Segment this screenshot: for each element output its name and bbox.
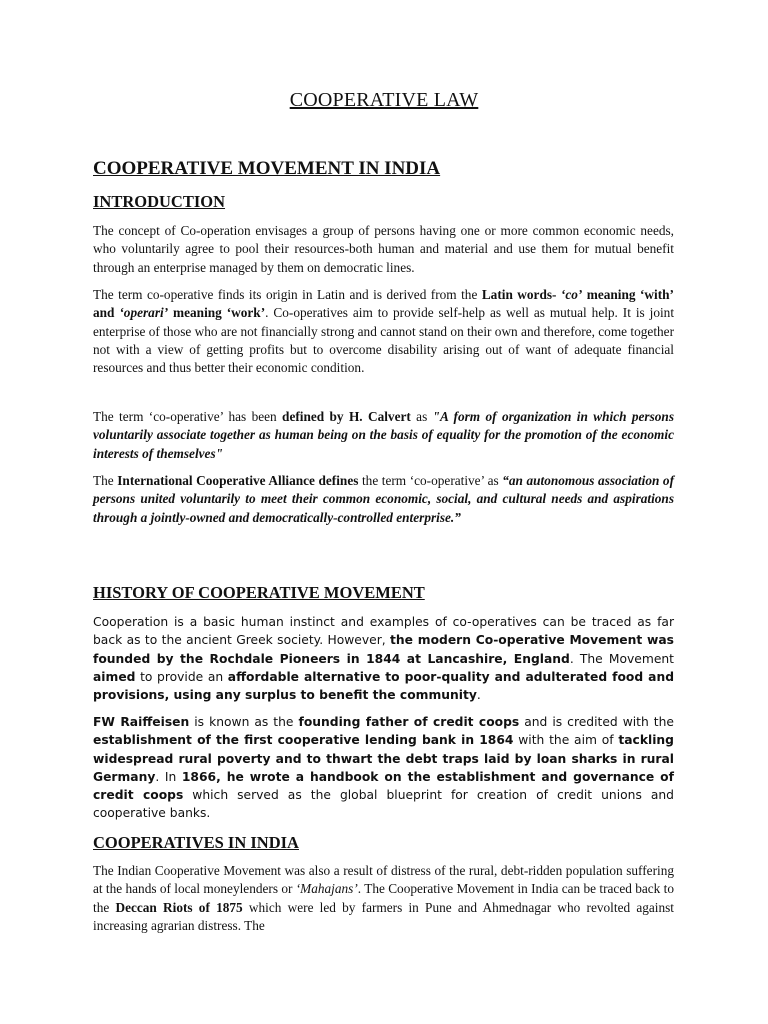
- section-heading-cooperative-movement: COOPERATIVE MOVEMENT IN INDIA: [93, 158, 441, 179]
- intro-paragraph-3: The term ‘co-operative’ has been defined by H. Calvert as "A form of organization in which persons voluntarily associate together as human being on the basis of equality for the promotion of the economic interests of themselves": [93, 409, 674, 461]
- intro-paragraph-2: The term co-operative finds its origin in Latin and is derived from the Latin words- ‘co’ meaning ‘with’ and ‘operari’ meaning ‘work’. Co-operatives aim to provide self-help as well as mutual help. It is joint enterprise of those who are not financially strong and cannot stand on their own and therefore, come together not with a view of getting profits but to overcome disability arising out of want of adequate financial resources and thus better their economic condition.: [93, 287, 675, 376]
- history-paragraph-1: Cooperation is a basic human instinct and examples of co-operatives can be traced as far back as to the ancient Greek society. However, the modern Co-operative Movement was founded by the Rochdale Pioneers in 1844 at Lancashire, England. The Movement aimed to provide an affordable alternative to poor-quality and adulterated food and provisions, using any surplus to benefit the community.: [93, 615, 675, 703]
- section-heading-cooperatives-in-india: COOPERATIVES IN INDIA: [93, 833, 299, 852]
- document-title: COOPERATIVE LAW: [289, 89, 479, 111]
- section-heading-history: HISTORY OF COOPERATIVE MOVEMENT: [93, 583, 425, 602]
- subheading-introduction: INTRODUCTION: [93, 192, 226, 211]
- intro-paragraph-1: The concept of Co-operation envisages a group of persons having one or more common economic needs, who voluntarily agree to pool their resources-both human and material and use them for mutual benefit through an enterprise managed by them on democratic lines.: [93, 223, 674, 275]
- india-paragraph-1: The Indian Cooperative Movement was also a result of distress of the rural, debt-ridden population suffering at the hands of local moneylenders or ‘Mahajans’. The Cooperative Movement in India can be traced back to the Deccan Riots of 1875 which were led by farmers in Pune and Ahmednagar who revolted against increasing agrarian distress. The: [93, 863, 674, 933]
- intro-paragraph-4: The International Cooperative Alliance defines the term ‘co-operative’ as “an autonomous association of persons united voluntarily to meet their common economic, social, and cultural needs and aspirations through a jointly-owned and democratically-controlled enterprise.”: [93, 473, 675, 525]
- history-paragraph-2: FW Raiffeisen is known as the founding father of credit coops and is credited with the establishment of the first cooperative lending bank in 1864 with the aim of tackling widespread rural poverty and to thwart the debt traps laid by loan sharks in rural Germany. In 1866, he wrote a handbook on the establishment and governance of credit coops which served as the global blueprint for creation of credit unions and cooperative banks.: [93, 715, 674, 821]
